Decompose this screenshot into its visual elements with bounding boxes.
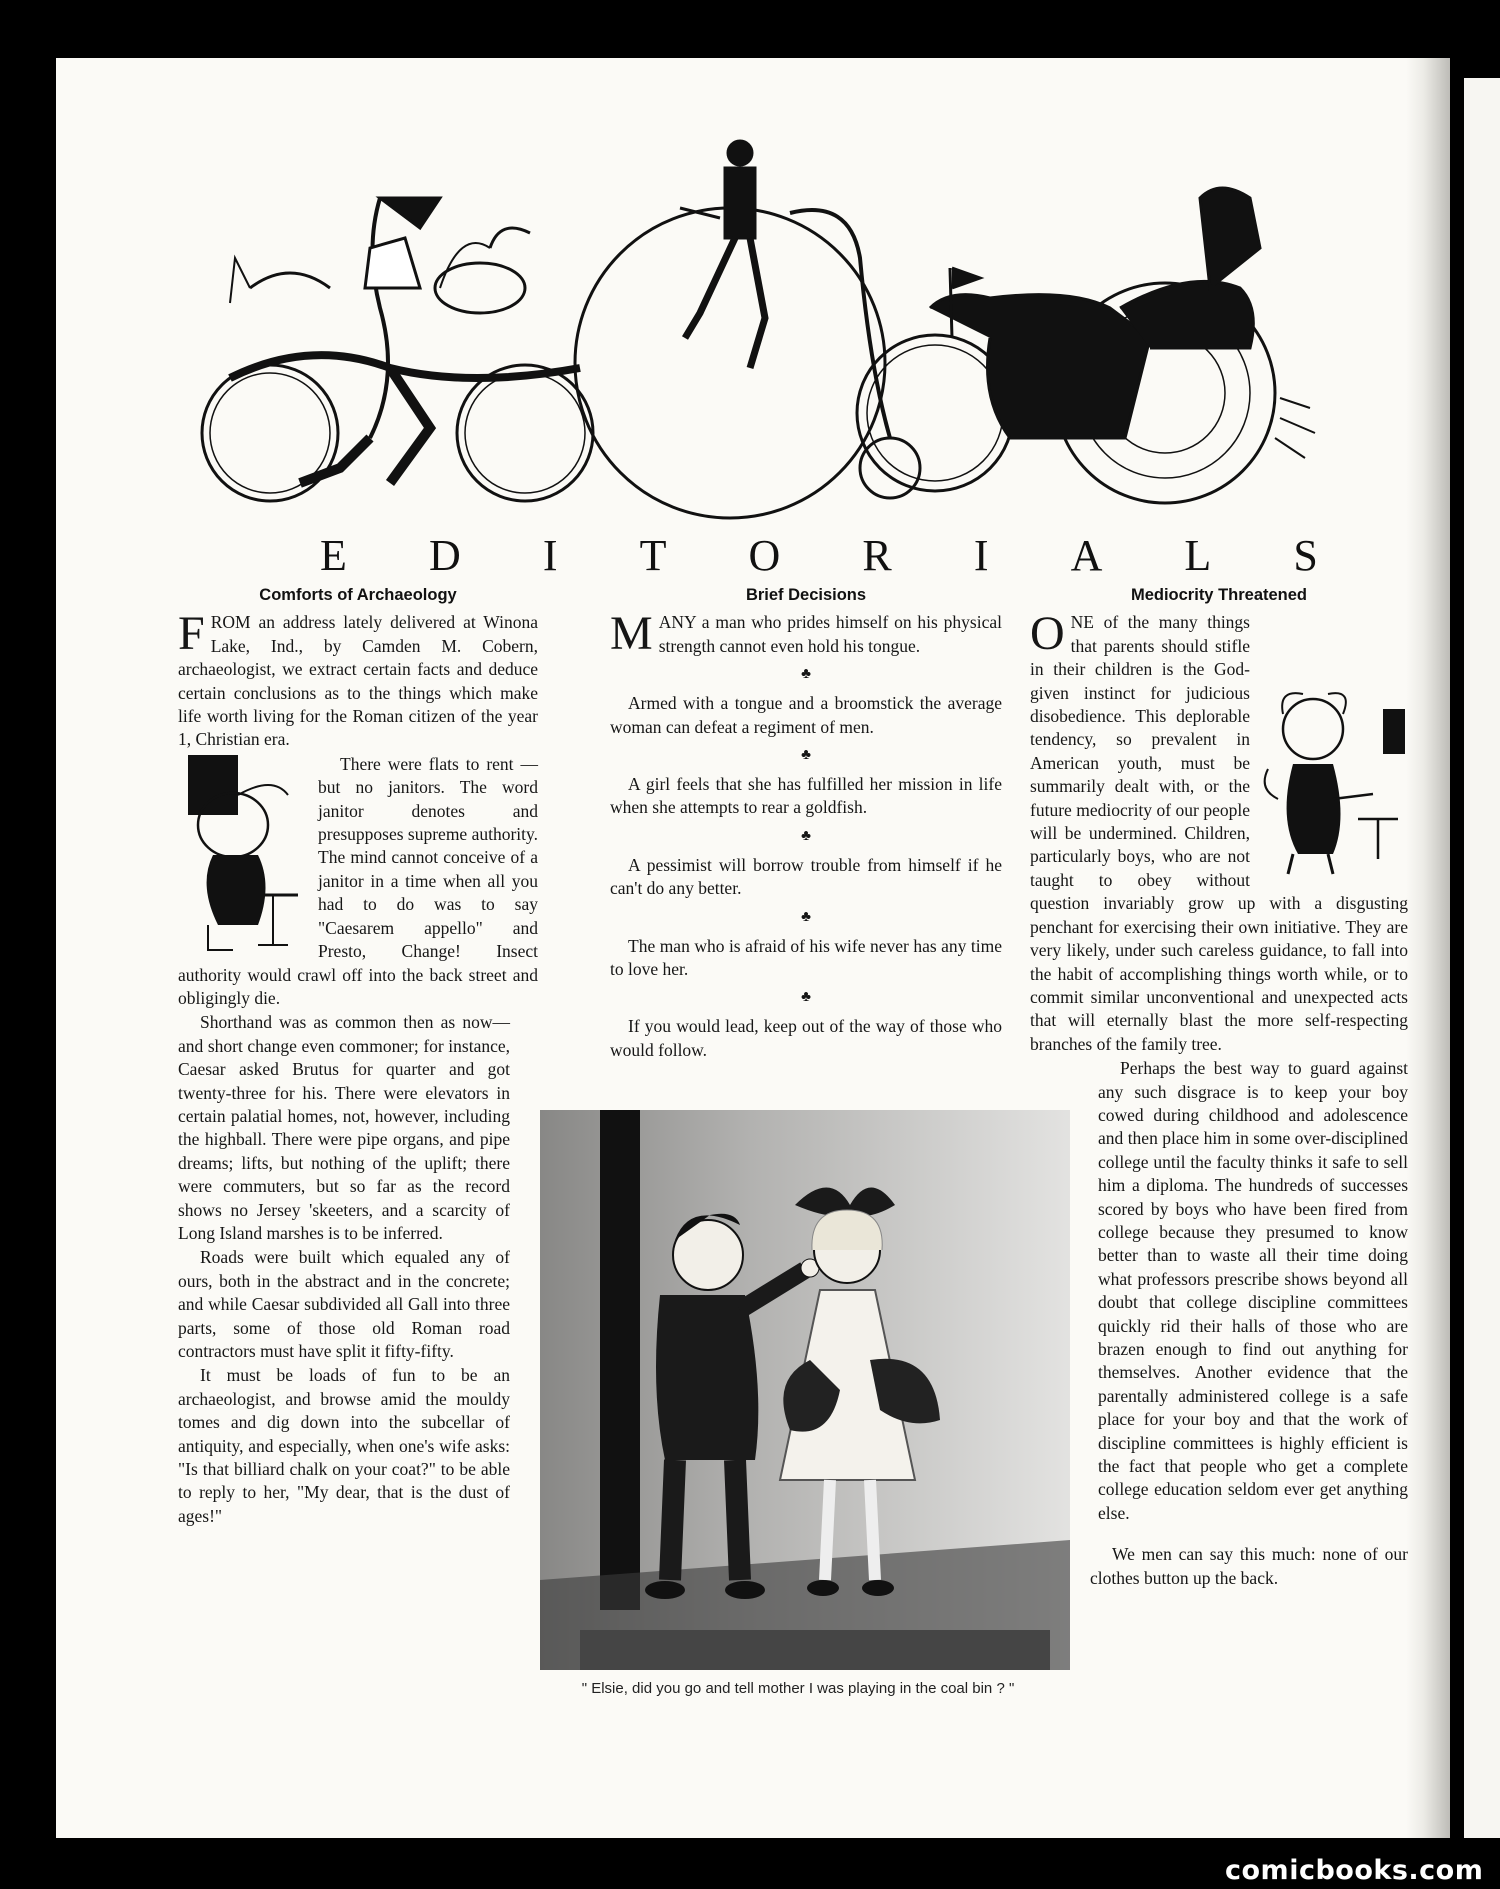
article-text: ROM an address lately delivered at Winona Lake, Ind., by Camden M. Cobern, archaeologist, we extract certain facts and deduce certain conclusions as to the things which make life worth living for the Roman citizen of the year 1, Christian era. <box>178 612 538 750</box>
masthead-letter: L <box>1184 531 1214 580</box>
brief-text: ANY a man who prides himself on his physical strength cannot even hold his tongue. <box>658 612 1002 656</box>
brief-item <box>610 607 1002 661</box>
separator-ornament: ♣ <box>801 666 811 683</box>
article-paragraph: It must be loads of fun to be an archaeologist, and browse amid the mouldy tomes and dig down into the subcellar of antiquity, and especially, when one's wife asks: "Is that billiard chalk on your coat?" to be able to reply to her, "My dear, that is the dust of ages!" <box>178 1365 510 1526</box>
column-title: Comforts of Archaeology <box>259 586 457 604</box>
masthead-letter: I <box>542 531 560 580</box>
column-title: Mediocrity Threatened <box>1130 586 1308 604</box>
masthead-letter: D <box>428 531 463 580</box>
article-text: NE of the many things that parents should stifle in their children is the God-given instinct for judicious disobedience. This deplorable tendency, so prevalent in American youth, must be summarily dealt with, or the future mediocrity of our people will be undermined. Children, particularly boys, who are not taught to obey without question invariably grow up with a disgusting penchant for exercising their own initiative. They are very likely, under such careless guidance, to fall into the habit of accomplishing things worth while, or to commit similar unconventional and unexpected acts that will eternally blast the more self-respecting branches of the family tree. <box>1030 612 1408 1054</box>
brief-item: A girl feels that she has fulfilled her mission in life when she attempts to rear a goldfish. <box>610 774 1002 818</box>
brief-item: The man who is afraid of his wife never has any time to love her. <box>610 935 1002 980</box>
drop-cap: O <box>1030 607 1065 661</box>
separator-ornament: ♣ <box>801 747 811 764</box>
drop-cap: F <box>178 607 205 661</box>
middle-column <box>610 584 1002 1062</box>
masthead-letter: A <box>1070 531 1105 580</box>
site-watermark: comicbooks.com <box>1225 1855 1484 1886</box>
separator-ornament: ♣ <box>801 989 811 1006</box>
next-page-edge <box>1464 78 1500 1838</box>
column-title: Brief Decisions <box>745 586 867 604</box>
article-paragraph: We men can say this much: none of our clothes button up the back. <box>1090 1544 1408 1588</box>
children-illustration <box>540 1110 1070 1670</box>
right-column <box>1030 584 1408 1591</box>
article-paragraph: Shorthand was as common then as now— and short change even commoner; for instance, Caesar asked Brutus for quarter and got twenty-three for his. There were elevators in certain palatial homes, not, however, including the highball. There were pipe organs, and pipe dreams; lifts, but nothing of the uplift; there were commuters, but so far as the record shows no Jersey 'skeeters, and a scarcity of Long Island marshes is to be inferred. <box>178 1012 510 1243</box>
hobby-horse-bicycle-drawing <box>202 198 593 501</box>
professor-illustration <box>1258 679 1408 879</box>
article-paragraph: Perhaps the best way to guard against any such disgrace is to keep your boy cowed during childhood and adolescence and then place him in some over-disciplined college until the faculty thinks it safe to sell him a diploma. The hundreds of successes scored by boys who have been fired from college because they presumed to know better than to waste all their time doing what professors prescribe shows beyond all doubt that college discipline committees quickly rid their halls of those who are brazen enough to find out anything for themselves. Another evidence that the parentally administered college is a safe place for your boy and that the work of discipline committees is highly efficient is the fact that people who get a complete college education seldom ever get anything else. <box>1098 1058 1408 1523</box>
roman-man-illustration <box>178 755 308 955</box>
separator-ornament: ♣ <box>801 827 811 844</box>
masthead-letter: E <box>320 531 349 580</box>
masthead-letter: O <box>748 531 783 580</box>
separator-ornament: ♣ <box>801 908 811 925</box>
drop-cap: M <box>610 607 653 661</box>
masthead-editorials <box>320 530 1320 581</box>
article-paragraph: Roads were built which equaled any of ours, both in the abstract and in the concrete; and while Caesar subdivided all Gall into three parts, some of those old Roman road contractors must have split it fifty-fifty. <box>178 1247 510 1361</box>
left-column <box>178 584 538 1529</box>
masthead-letter: S <box>1293 531 1320 580</box>
brief-item: If you would lead, keep out of the way of those who would follow. <box>610 1016 1002 1060</box>
masthead-letter: T <box>639 531 669 580</box>
header-illustration <box>190 138 1420 538</box>
early-automobile-drawing <box>857 188 1315 503</box>
masthead-letter: I <box>973 531 991 580</box>
brief-item: Armed with a tongue and a broomstick the average woman can defeat a regiment of men. <box>610 693 1002 737</box>
illustration-caption: " Elsie, did you go and tell mother I was playing in the coal bin ? " <box>581 1680 1015 1697</box>
article-paragraph <box>178 607 538 751</box>
penny-farthing-drawing <box>575 141 920 518</box>
masthead-letter: R <box>862 531 894 580</box>
brief-item: A pessimist will borrow trouble from himself if he can't do any better. <box>610 854 1002 899</box>
article-paragraph: There were flats to rent —but no janitors. The word janitor denotes and presupposes supreme authority. The mind cannot conceive of a janitor in a time when all you had to do was to say "Caesarem appello" and Presto, Change! Insect authority would crawl off into the back street and obligingly die. <box>178 753 538 1008</box>
